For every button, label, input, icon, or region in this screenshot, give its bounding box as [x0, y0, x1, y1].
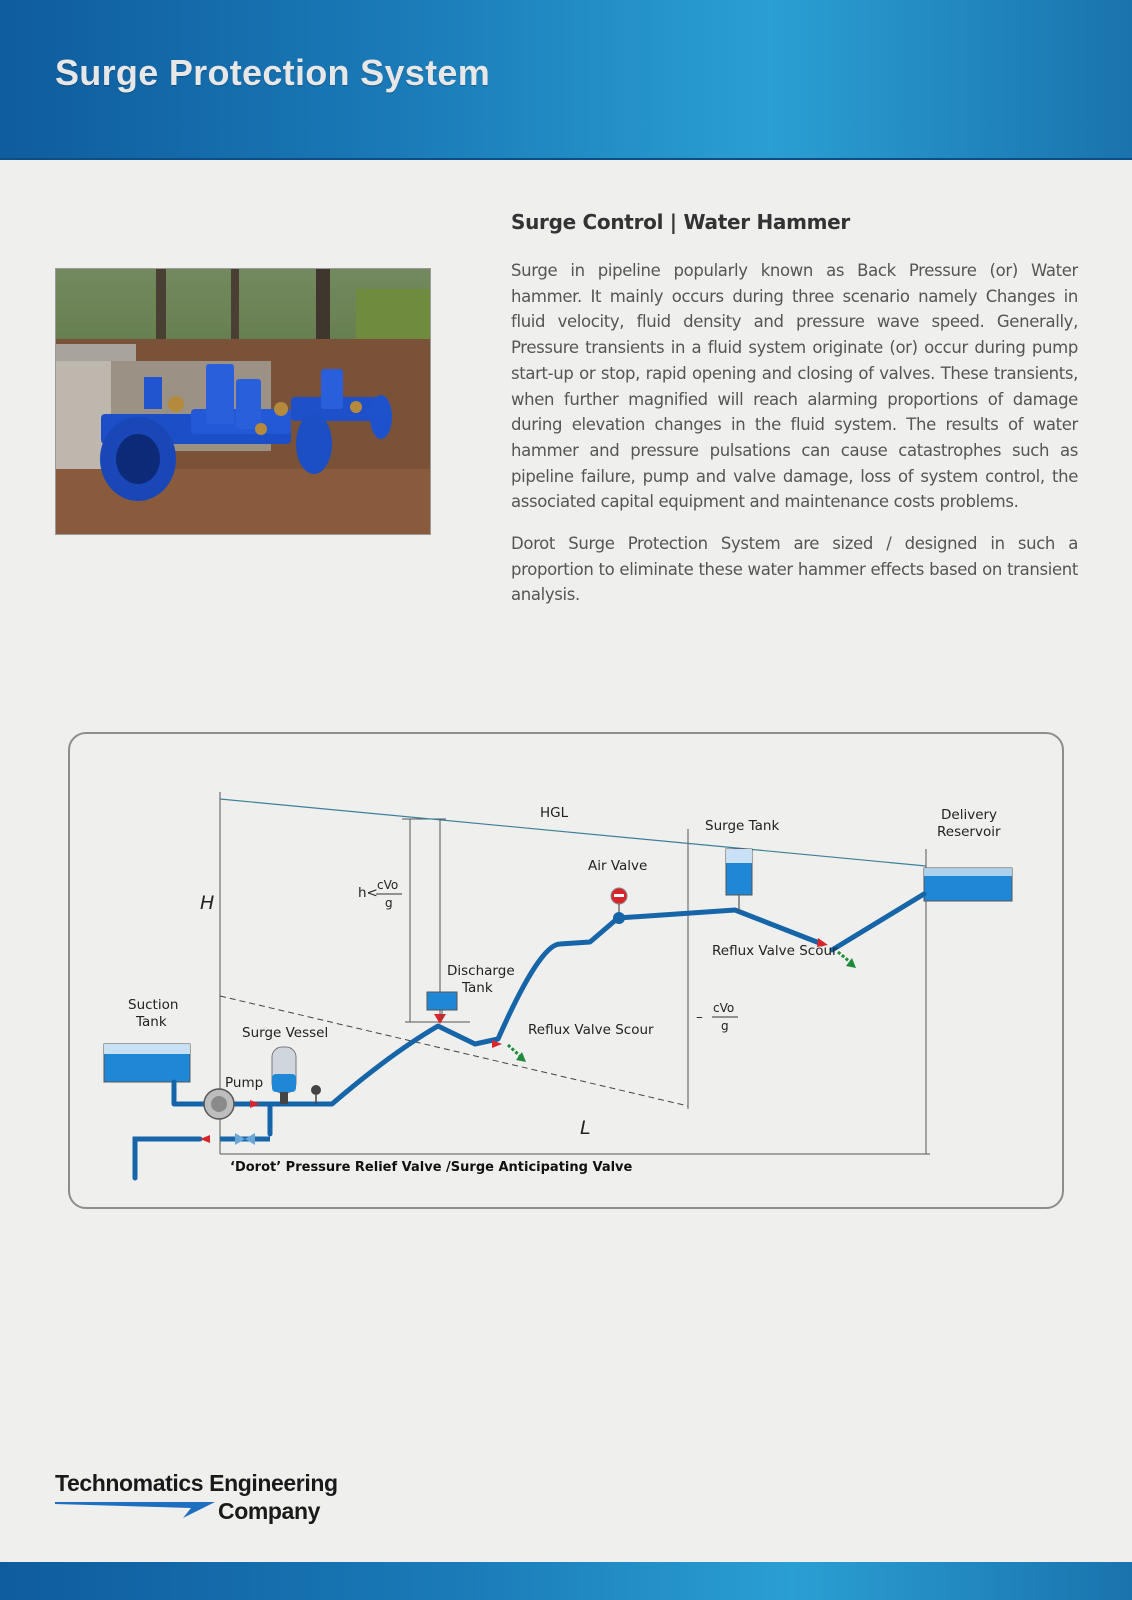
section-heading: Surge Control | Water Hammer	[511, 210, 850, 234]
company-name-line1: Technomatics Engineering	[55, 1470, 338, 1496]
discharge-tank-label: Discharge	[447, 963, 515, 979]
minus-label: –	[696, 1009, 703, 1025]
surge-system-diagram	[68, 732, 1064, 1209]
surge-tank-label: Surge Tank	[705, 818, 780, 834]
scour-arrow-icon	[508, 1045, 526, 1062]
relief-valve-icon	[235, 1133, 245, 1145]
flow-arrow-icon	[250, 1100, 260, 1108]
intro-paragraph: Surge in pipeline popularly known as Back Pressure (or) Water hammer. It mainly occurs during three scenario namely Changes in fluid velocity, fluid density and pressure wave speed. Generally, Pressure transients in a fluid system originate (or) occur during pump start-up or stop, rapid opening and closing of valves. These transients, when further magnified will reach alarming proportions of damage during elevation changes in the fluid system. The results of water hammer and pressure pulsations can cause catastrophes such as pipeline failure, pump and valve damage, loss of system control, the associated capital equipment and maintenance costs problems.	[511, 261, 1078, 512]
delivery-reservoir-label-2: Reservoir	[937, 824, 1001, 840]
hgl-label: HGL	[540, 805, 569, 821]
company-name-line2: Company	[218, 1498, 320, 1524]
discharge-tank	[427, 992, 457, 1010]
h-axis-label: H	[200, 892, 215, 914]
g-label-2: g	[721, 1019, 729, 1033]
dorot-paragraph: Dorot Surge Protection System are sized / designed in such a proportion to eliminate these water hammer effects based on transient analysis.	[511, 534, 1078, 605]
valve-installation-photo	[55, 268, 431, 535]
surge-vessel-label: Surge Vessel	[242, 1025, 329, 1041]
small-valve-icon	[311, 1085, 321, 1095]
reflux-valve-scour-label: Reflux Valve Scour	[528, 1022, 654, 1038]
scour-arrow-icon	[838, 952, 856, 968]
hgl-line	[220, 799, 926, 866]
relief-valve-label: ‘Dorot’ Pressure Relief Valve /Surge Anticipating Valve	[230, 1160, 633, 1175]
air-valve-label: Air Valve	[588, 858, 648, 874]
swoosh-icon	[55, 1496, 220, 1518]
reflux-valve-scour-label-2: Reflux Valve Scour	[712, 943, 838, 959]
delivery-reservoir-label: Delivery	[941, 807, 998, 823]
suction-tank-label-2: Tank	[136, 1014, 167, 1030]
g-label: g	[385, 896, 393, 910]
company-logo	[55, 1470, 375, 1530]
cvo-label-2: cVo	[713, 1001, 735, 1015]
flow-arrow-icon	[200, 1135, 210, 1143]
pump-label: Pump	[225, 1075, 264, 1091]
cvo-label: cVo	[377, 878, 399, 892]
relief-pipe	[135, 1139, 200, 1178]
l-axis-label: L	[580, 1117, 591, 1139]
page-title: Surge Protection System	[55, 52, 491, 93]
footer-bar	[0, 1562, 1132, 1600]
suction-tank-label: Suction	[128, 997, 179, 1013]
header-banner	[0, 0, 1132, 160]
h-less-label: h<	[358, 885, 378, 901]
discharge-tank-label-2: Tank	[462, 980, 493, 996]
